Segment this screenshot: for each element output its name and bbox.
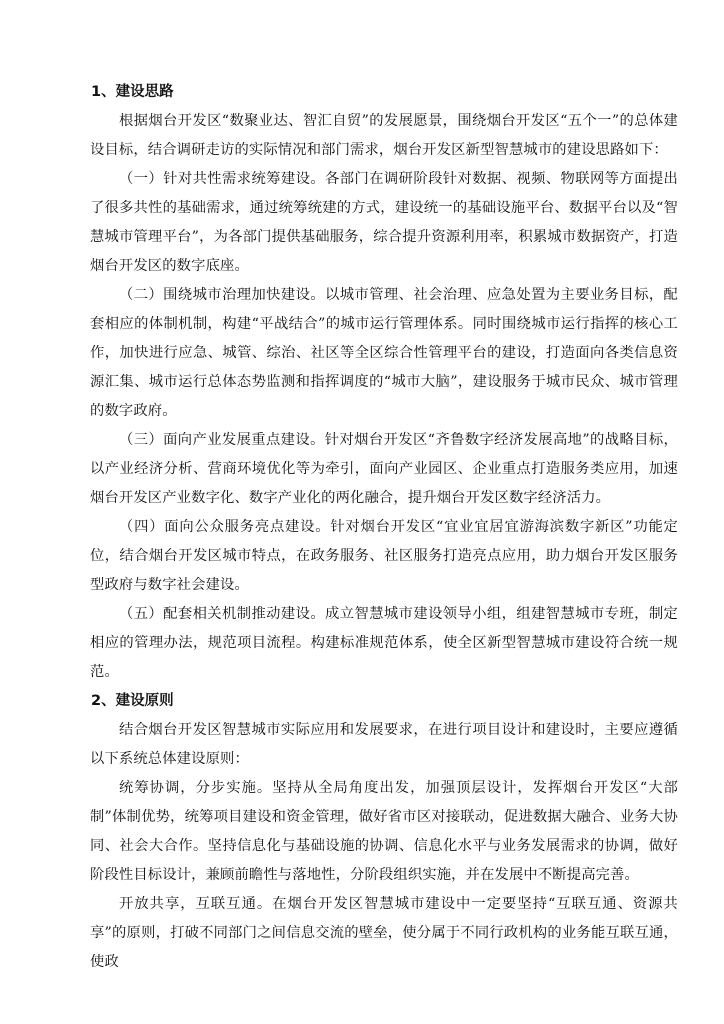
paragraph-item-3: （三）面向产业发展重点建设。针对烟台开发区“齐鲁数字经济发展高地”的战略目标，以产业经济分析、营商环境优化等为牵引，面向产业园区、企业重点打造服务类应用，加速烟台开发区产业数字化、数字产业化的两化融合，提升烟台开发区数字经济活力。 bbox=[90, 432, 678, 506]
section-heading-construction-principles: 2、建设原则 bbox=[91, 693, 174, 709]
document-page bbox=[90, 78, 678, 977]
paragraph-item-1: （一）针对共性需求统筹建设。各部门在调研阶段针对数据、视频、物联网等方面提出了很多共性的基础需求，通过统筹统建的方式，建设统一的基础设施平台、数据平台以及“智慧城市管理平台”，为各部门提供基础服务，综合提升资源利用率，积累城市数据资产，打造烟台开发区的数字底座。 bbox=[90, 171, 678, 274]
section-heading-construction-approach: 1、建设思路 bbox=[91, 84, 174, 100]
paragraph-principles-intro: 结合烟台开发区智慧城市实际应用和发展要求，在进行项目设计和建设时，主要应遵循以下系统总体建设原则： bbox=[90, 722, 678, 767]
paragraph-principle-coordination: 统筹协调，分步实施。坚持从全局角度出发，加强顶层设计，发挥烟台开发区“大部制”体制优势，统筹项目建设和资金管理，做好省市区对接联动，促进数据大融合、业务大协同、社会大合作。坚持信息化与基础设施的协调、信息化水平与业务发展需求的协调，做好阶段性目标设计，兼顾前瞻性与落地性，分阶段组织实施，并在发展中不断提高完善。 bbox=[90, 780, 678, 883]
paragraph-principle-openness: 开放共享，互联互通。在烟台开发区智慧城市建设中一定要坚持“互联互通、资源共享”的原则，打破不同部门之间信息交流的壁垒，使分属于不同行政机构的业务能互联互通，使政 bbox=[90, 896, 678, 970]
paragraph-item-5: （五）配套相关机制推动建设。成立智慧城市建设领导小组，组建智慧城市专班，制定相应的管理办法，规范项目流程。构建标准规范体系，使全区新型智慧城市建设符合统一规范。 bbox=[90, 606, 678, 680]
paragraph-item-4: （四）面向公众服务亮点建设。针对烟台开发区“宜业宜居宜游海滨数字新区”功能定位，结合烟台开发区城市特点，在政务服务、社区服务打造亮点应用，助力烟台开发区服务型政府与数字社会建设。 bbox=[90, 519, 678, 593]
paragraph-intro: 根据烟台开发区“数聚业达、智汇自贸”的发展愿景，围绕烟台开发区“五个一”的总体建设目标，结合调研走访的实际情况和部门需求，烟台开发区新型智慧城市的建设思路如下： bbox=[90, 113, 678, 158]
paragraph-item-2: （二）围绕城市治理加快建设。以城市管理、社会治理、应急处置为主要业务目标，配套相应的体制机制，构建“平战结合”的城市运行管理体系。同时围绕城市运行指挥的核心工作，加快进行应急、城管、综治、社区等全区综合性管理平台的建设，打造面向各类信息资源汇集、城市运行总体态势监测和指挥调度的“城市大脑”，建设服务于城市民众、城市管理的数字政府。 bbox=[90, 287, 678, 419]
